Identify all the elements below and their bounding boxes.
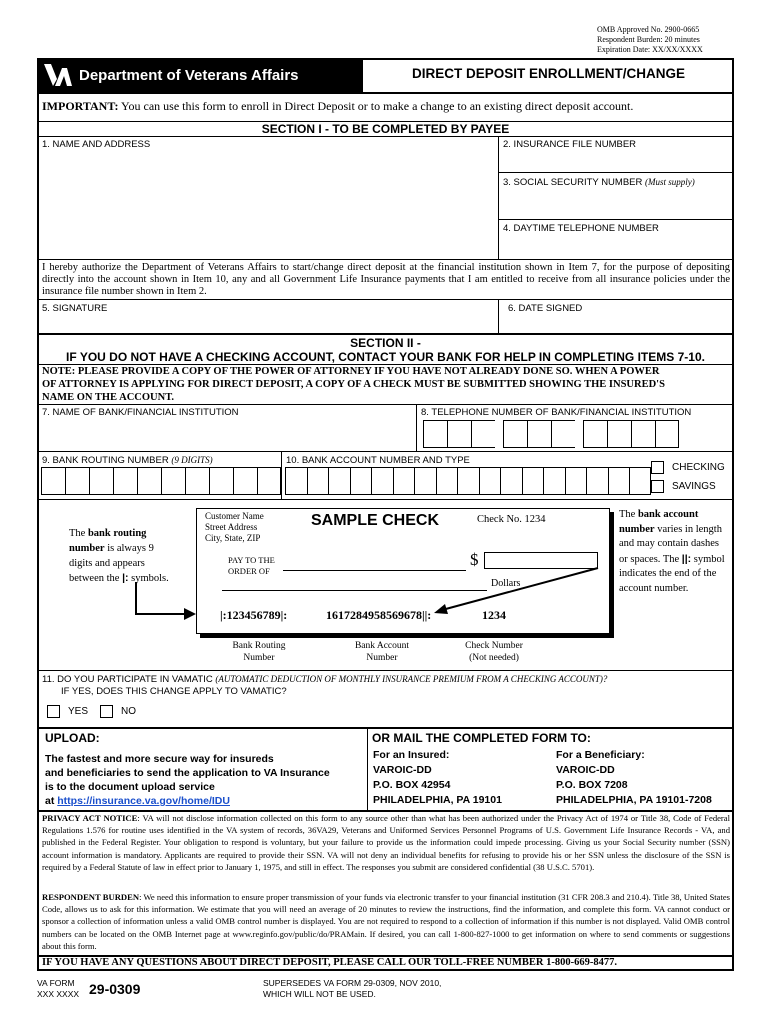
footer-supersedes [263, 978, 441, 1000]
digit-box[interactable] [350, 467, 372, 495]
form-title: DIRECT DEPOSIT ENROLLMENT/CHANGE [411, 66, 685, 81]
savings-checkbox[interactable] [651, 480, 664, 493]
divider [416, 404, 417, 451]
ssn-field[interactable] [500, 190, 732, 217]
vamatic-question [42, 674, 607, 685]
pay-to-line1: PAY TO THE [228, 555, 275, 565]
name-address-field[interactable] [40, 151, 495, 257]
caption-account-2: Number [366, 653, 398, 663]
digit-box[interactable] [503, 420, 527, 448]
upload-link[interactable]: https://insurance.va.gov/home/IDU [57, 795, 230, 807]
date-signed-field[interactable] [500, 315, 732, 332]
supersedes-line2: WHICH WILL NOT BE USED. [263, 989, 376, 999]
digit-box[interactable] [471, 420, 495, 448]
burden-label: RESPONDENT BURDEN [42, 892, 140, 902]
routing-arrow [136, 582, 190, 614]
caption-routing-2: Number [243, 653, 275, 663]
digit-box[interactable] [137, 467, 161, 495]
spacer [495, 420, 503, 448]
vamatic-no-label: NO [121, 706, 136, 717]
digit-box[interactable] [285, 467, 307, 495]
omb-approved: OMB Approved No. 2900-0665 [597, 25, 700, 34]
digit-box[interactable] [551, 420, 575, 448]
upload-title: UPLOAD: [45, 731, 100, 745]
vamatic-question-text: 11. DO YOU PARTICIPATE IN VAMATIC [42, 674, 213, 685]
divider [498, 172, 734, 173]
digit-box[interactable] [185, 467, 209, 495]
digit-box[interactable] [655, 420, 679, 448]
digit-box[interactable] [89, 467, 113, 495]
section1-title: SECTION I - TO BE COMPLETED BY PAYEE [261, 122, 510, 136]
digit-box[interactable] [543, 467, 565, 495]
footer-form-id [37, 978, 79, 1000]
divider [37, 499, 734, 500]
digit-box[interactable] [583, 420, 607, 448]
va-logo-icon [43, 61, 73, 89]
upload-line2: and beneficiaries to send the application to VA Insurance [45, 767, 330, 779]
caption-routing [229, 640, 289, 664]
item6-label: 6. DATE SIGNED [508, 303, 583, 314]
city-state-zip: City, State, ZIP [205, 533, 261, 543]
digit-box[interactable] [161, 467, 185, 495]
checking-checkbox[interactable] [651, 461, 664, 474]
savings-label: SAVINGS [672, 481, 716, 492]
divider [37, 670, 734, 671]
digit-box[interactable] [209, 467, 233, 495]
digit-box[interactable] [608, 467, 630, 495]
supersedes-line1: SUPERSEDES VA FORM 29-0309, NOV 2010, [263, 978, 442, 988]
vamatic-yes-checkbox[interactable] [47, 705, 60, 718]
insurance-file-number-field[interactable] [500, 151, 732, 171]
upload-at: at [45, 795, 58, 807]
divider [37, 727, 734, 729]
divider [498, 219, 734, 220]
footer-va-form: VA FORM [37, 978, 75, 988]
caption-check [459, 640, 529, 664]
item9-note: (9 DIGITS) [171, 455, 213, 465]
check-customer-info [205, 511, 264, 544]
account-note-text: symbol indicates the end of the account number. [619, 553, 725, 594]
item3-note: (Must supply) [645, 177, 695, 187]
upload-line1: The fastest and more secure way for insureds [45, 753, 274, 765]
questions-line: IF YOU HAVE ANY QUESTIONS ABOUT DIRECT DEPOSIT, PLEASE CALL OUR TOLL-FREE NUMBER 1-800-669-8477. [42, 957, 617, 968]
item4-label: 4. DAYTIME TELEPHONE NUMBER [503, 223, 659, 234]
burden-text: : We need this information to ensure proper transmission of your funds via electronic transfer to your financial institution (31 CFR 208.3 and 210.4). Title 38, United States Code, allows us to ask for this information. We estimate that you will need an average of 20 minutes to review the instructions, find the information, and complete this form. VA cannot conduct or sponsor a collection of information unless a valid OMB control number is displayed. You are not required to respond to a collection of information if this number is not displayed. Valid OMB control numbers can be located on the OMB Internet page at www.reginfo.gov/public/do/PRAMain. If desired, you can call 1-800-827-1000 to get information on where to send comments or suggestions about this form. [42, 892, 730, 951]
insured-line1: VAROIC-DD [373, 764, 432, 776]
item1-label: 1. NAME AND ADDRESS [42, 139, 151, 150]
section2-title-line2: IF YOU DO NOT HAVE A CHECKING ACCOUNT, CONTACT YOUR BANK FOR HELP IN COMPLETING ITEMS 7-10. [66, 350, 705, 364]
authorization-text: I hereby authorize the Department of Veterans Affairs to start/change direct deposit at the financial institution shown in Item 7, for the purpose of depositing directly into the account shown in Item 10, any and all Government Life Insurance payments that I am entitled to receive from all insurance policies under the insurance file number shown in Item 2. [42, 262, 730, 297]
footer-form-number: 29-0309 [89, 981, 141, 997]
item3-label [503, 177, 695, 188]
digit-box[interactable] [447, 420, 471, 448]
digit-box[interactable] [586, 467, 608, 495]
divider [37, 136, 734, 137]
poa-note-line2: OF ATTORNEY IS APPLYING FOR DIRECT DEPOSIT, A COPY OF A CHECK MUST BE SUBMITTED SHOWING THE INSURED'S [42, 379, 665, 390]
spacer [575, 420, 583, 448]
vamatic-question-note: (AUTOMATIC DEDUCTION OF MONTHLY INSURANCE PREMIUM FROM A CHECKING ACCOUNT)? [215, 674, 608, 684]
digit-box[interactable] [607, 420, 631, 448]
item3-text: 3. SOCIAL SECURITY NUMBER [503, 177, 643, 188]
digit-box[interactable] [522, 467, 544, 495]
digit-box[interactable] [393, 467, 415, 495]
account-note-text: varies in length and may contain dashes or spaces. The [619, 523, 722, 565]
item2-label: 2. INSURANCE FILE NUMBER [503, 139, 637, 150]
beneficiary-line2: P.O. BOX 7208 [556, 779, 628, 791]
beneficiary-line1: VAROIC-DD [556, 764, 615, 776]
important-text: You can use this form to enroll in Direct Deposit or to make a change to an existing direct deposit account. [121, 99, 634, 113]
arrows-icon [130, 560, 630, 640]
pay-to-line2: ORDER OF [228, 566, 270, 576]
mail-insured [373, 748, 502, 808]
beneficiary-label: For a Beneficiary: [556, 749, 645, 761]
caption-check-1: Check Number [465, 641, 523, 651]
agency-banner [37, 58, 363, 92]
digit-box[interactable] [479, 467, 501, 495]
divider [498, 136, 499, 260]
divider [37, 299, 734, 300]
vamatic-no-checkbox[interactable] [100, 705, 113, 718]
divider [37, 333, 734, 335]
insured-label: For an Insured: [373, 749, 450, 761]
upload-line4 [45, 794, 330, 808]
digit-box[interactable] [527, 420, 551, 448]
omb-expiration: Expiration Date: XX/XX/XXXX [597, 45, 703, 54]
micr-routing: |:123456789|: [220, 608, 288, 622]
digit-box[interactable] [307, 467, 329, 495]
footer-date: XXX XXXX [37, 989, 80, 999]
omb-block [597, 25, 703, 55]
account-note-bold: bank account number [619, 509, 699, 535]
upload-line3: is to the document upload service [45, 781, 215, 793]
privacy-notice [42, 812, 730, 873]
upload-info [45, 752, 330, 808]
section2-title-line1: SECTION II - [350, 336, 421, 350]
account-arrow [442, 568, 598, 610]
vamatic-yes-label: YES [68, 706, 89, 717]
street-address: Street Address [205, 522, 258, 532]
digit-box[interactable] [457, 467, 479, 495]
item10-label: 10. BANK ACCOUNT NUMBER AND TYPE [286, 455, 470, 466]
digit-box[interactable] [233, 467, 257, 495]
account-note-text: The [619, 509, 638, 520]
privacy-label: PRIVACY ACT NOTICE [42, 813, 138, 823]
micr-account: 1617284958569678||: [326, 608, 432, 622]
item9-label [42, 455, 213, 466]
digit-box[interactable] [41, 467, 65, 495]
item7-label: 7. NAME OF BANK/FINANCIAL INSTITUTION [42, 407, 239, 418]
mail-beneficiary [556, 748, 712, 808]
divider [37, 404, 734, 405]
digit-box[interactable] [113, 467, 137, 495]
insured-line3: PHILADELPHIA, PA 19101 [373, 794, 502, 806]
caption-check-2: (Not needed) [469, 653, 519, 663]
poa-note-line3: NAME ON THE ACCOUNT. [42, 392, 175, 403]
digit-box[interactable] [371, 467, 393, 495]
dollar-sign: $ [470, 550, 479, 569]
customer-name: Customer Name [205, 511, 264, 521]
poa-note-line1: NOTE: PLEASE PROVIDE A COPY OF THE POWER OF ATTORNEY IF YOU HAVE NOT ALREADY DONE SO. WHEN A POWER [42, 366, 660, 377]
routing-note-text: symbols. [128, 573, 169, 584]
routing-note-bold: bank routing number [69, 528, 147, 554]
divider [498, 299, 499, 334]
divider [367, 729, 368, 811]
beneficiary-line3: PHILADELPHIA, PA 19101-7208 [556, 794, 712, 806]
digit-box[interactable] [414, 467, 436, 495]
digit-box[interactable] [629, 467, 651, 495]
digit-box[interactable] [257, 467, 281, 495]
digit-box[interactable] [436, 467, 458, 495]
caption-account [350, 640, 414, 664]
account-explanation [619, 508, 729, 596]
important-label: IMPORTANT: [42, 99, 119, 113]
dollars-label: Dollars [491, 578, 521, 589]
account-note-symbol: ||: [681, 552, 692, 565]
routing-note-text: is always 9 digits and appears between the [69, 543, 154, 584]
digit-box[interactable] [500, 467, 522, 495]
bank-phone-boxes[interactable] [423, 420, 679, 448]
micr-check-number: 1234 [482, 608, 506, 622]
routing-number-boxes[interactable] [41, 467, 281, 495]
poa-note [42, 365, 732, 404]
agency-name: Department of Veterans Affairs [79, 67, 299, 84]
caption-account-1: Bank Account [354, 641, 410, 651]
respondent-burden [42, 891, 730, 952]
sample-check-title: SAMPLE CHECK [311, 512, 440, 529]
digit-box[interactable] [328, 467, 350, 495]
daytime-phone-field[interactable] [500, 236, 732, 258]
digit-box[interactable] [631, 420, 655, 448]
routing-note-symbol: |: [122, 572, 129, 584]
account-number-boxes[interactable] [285, 467, 651, 495]
routing-note-text: The [69, 528, 88, 539]
section2-title [37, 336, 734, 364]
divider [37, 451, 734, 452]
insured-line2: P.O. BOX 42954 [373, 779, 451, 791]
item9-text: 9. BANK ROUTING NUMBER [42, 455, 169, 466]
check-number-label: Check No. 1234 [477, 514, 546, 525]
divider [37, 92, 734, 94]
divider [281, 451, 282, 500]
divider [37, 259, 734, 260]
item8-label: 8. TELEPHONE NUMBER OF BANK/FINANCIAL INSTITUTION [421, 407, 692, 418]
digit-box[interactable] [423, 420, 447, 448]
omb-burden: Respondent Burden: 20 minutes [597, 35, 700, 44]
checking-label: CHECKING [672, 462, 725, 473]
bank-name-field[interactable] [40, 419, 413, 449]
important-notice [42, 99, 633, 114]
vamatic-sub: IF YES, DOES THIS CHANGE APPLY TO VAMATIC? [61, 686, 287, 697]
item5-label: 5. SIGNATURE [42, 303, 108, 314]
digit-box[interactable] [565, 467, 587, 495]
mail-title: OR MAIL THE COMPLETED FORM TO: [372, 731, 591, 745]
signature-field[interactable] [40, 315, 495, 332]
caption-routing-1: Bank Routing [232, 641, 286, 651]
privacy-text: : VA will not disclose information collected on this form to any source other than what has been authorized under the Privacy Act of 1974 or Title 38, Code of Federal Regulations 1.576 for routine uses identified in the VA system of records, 36VA29, Veterans and Uniformed Services Personnel Programs of U.S. Government Life Insurance Records - VA, and published in the Federal Register. Your obligation to respond is voluntary, but your failure to provide us the information could impede processing. Giving us your Social Security number (SSN) account information is mandatory. Applicants are required to provide their SSN. VA will not deny an individual benefits for refusing to provide his or her SSN unless the disclosure of the SSN is required by a Federal Statute of law in effect prior to January 1, 1975, and still in effect. The responses you submit are considered confidential (38 U.S.C. 5701). [42, 813, 730, 872]
digit-box[interactable] [65, 467, 89, 495]
